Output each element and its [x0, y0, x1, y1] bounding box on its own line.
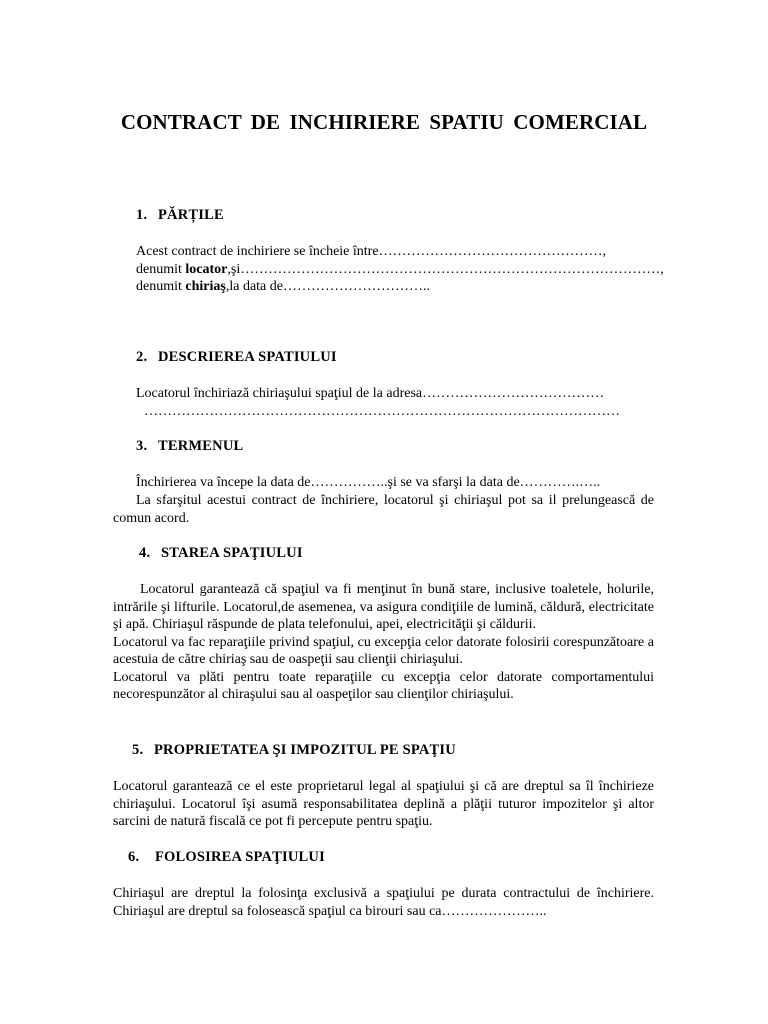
parties-text: denumit — [136, 262, 186, 277]
locator-term: locator — [185, 262, 228, 277]
section-3-heading — [136, 438, 243, 455]
parties-line-2 — [136, 261, 664, 278]
section-3-title: TERMENUL — [158, 438, 244, 454]
parties-text: ,la data de………………………….. — [225, 279, 430, 294]
section-6-number: 6. — [128, 849, 140, 865]
section-4-title: STAREA SPAŢIULUI — [161, 545, 303, 561]
usage-paragraph: Chiriaşul are dreptul la folosinţa exclusivă a spaţiului pe durata contractului de închiriere. Chiriaşul are dreptul sa folosească spaţiul ca birouri sau ca………………….. — [113, 886, 654, 919]
document-title: CONTRACT DE INCHIRIERE SPATIU COMERCIAL — [120, 110, 648, 134]
parties-text: ,şi………………………………………………………………………………, — [227, 262, 664, 277]
section-2-number: 2. — [136, 349, 148, 365]
parties-text: denumit — [136, 279, 186, 294]
chirias-term: chiriaş — [185, 279, 226, 294]
section-1-heading — [136, 207, 224, 224]
parties-line-3 — [136, 278, 430, 295]
property-paragraph: Locatorul garantează ce el este proprietarul legal al spaţiului şi că are dreptul sa îl închirieze chiriaşului. Locatorul îşi asumă responsabilitatea deplină a plăţii tuturor impozitelor şi altor sarcini de natură fiscală ce pot fi percepute pentru spaţiu. — [113, 779, 654, 829]
address-line-1: Locatorul închiriază chiriaşului spaţiul de la adresa………………………………… — [136, 386, 605, 401]
address-line-2: ………………………………………………………………………………………… — [144, 404, 620, 419]
condition-paragraph-1: Locatorul garantează că spaţiul va fi menţinut în bună stare, inclusive toaletele, holurile, intrările şi lifturile. Locatorul,de asemenea, va asigura condiţiile de lumină, căldură, electricitate şi apă. Chiriaşul răspunde de plata telefonului, apei, electricităţii şi căldurii. — [113, 582, 654, 632]
section-5-heading — [132, 742, 456, 759]
condition-paragraph-3: Locatorul va plăti pentru toate reparaţiile cu excepţia celor datorate comportamentului necorespunzător al chiraşului sau al oaspeţilor sau clienţilor chiriaşului. — [113, 669, 654, 702]
section-6-title: FOLOSIREA SPAŢIULUI — [155, 849, 325, 865]
section-4-number: 4. — [139, 545, 151, 561]
section-2-heading — [136, 349, 337, 366]
term-line-1: Închirierea va începe la data de……………..şi se va sfarşi la data de………….….. — [136, 475, 601, 490]
section-5-number: 5. — [132, 742, 144, 758]
term-paragraph: La sfarşitul acestui contract de închiriere, locatorul şi chiriaşul pot sa il prelungească de comun acord. — [113, 493, 654, 526]
section-1-number: 1. — [136, 207, 148, 223]
condition-paragraphs — [113, 581, 654, 704]
section-6-heading — [128, 849, 325, 866]
parties-line-1: Acest contract de inchiriere se încheie între…………………………………………, — [136, 244, 607, 259]
condition-paragraph-2: Locatorul va fac reparaţiile privind spaţiul, cu excepţia celor datorate folosirii corespunzătoare a acestuia de către chiriaş sau de oaspeţii sau clienţii chiriaşului. — [113, 634, 654, 667]
section-1-title: PĂRȚILE — [158, 207, 224, 223]
section-2-title: DESCRIEREA SPATIULUI — [158, 349, 337, 365]
section-5-title: PROPRIETATEA ŞI IMPOZITUL PE SPAŢIU — [154, 742, 456, 758]
section-4-heading — [139, 545, 303, 562]
section-3-number: 3. — [136, 438, 148, 454]
